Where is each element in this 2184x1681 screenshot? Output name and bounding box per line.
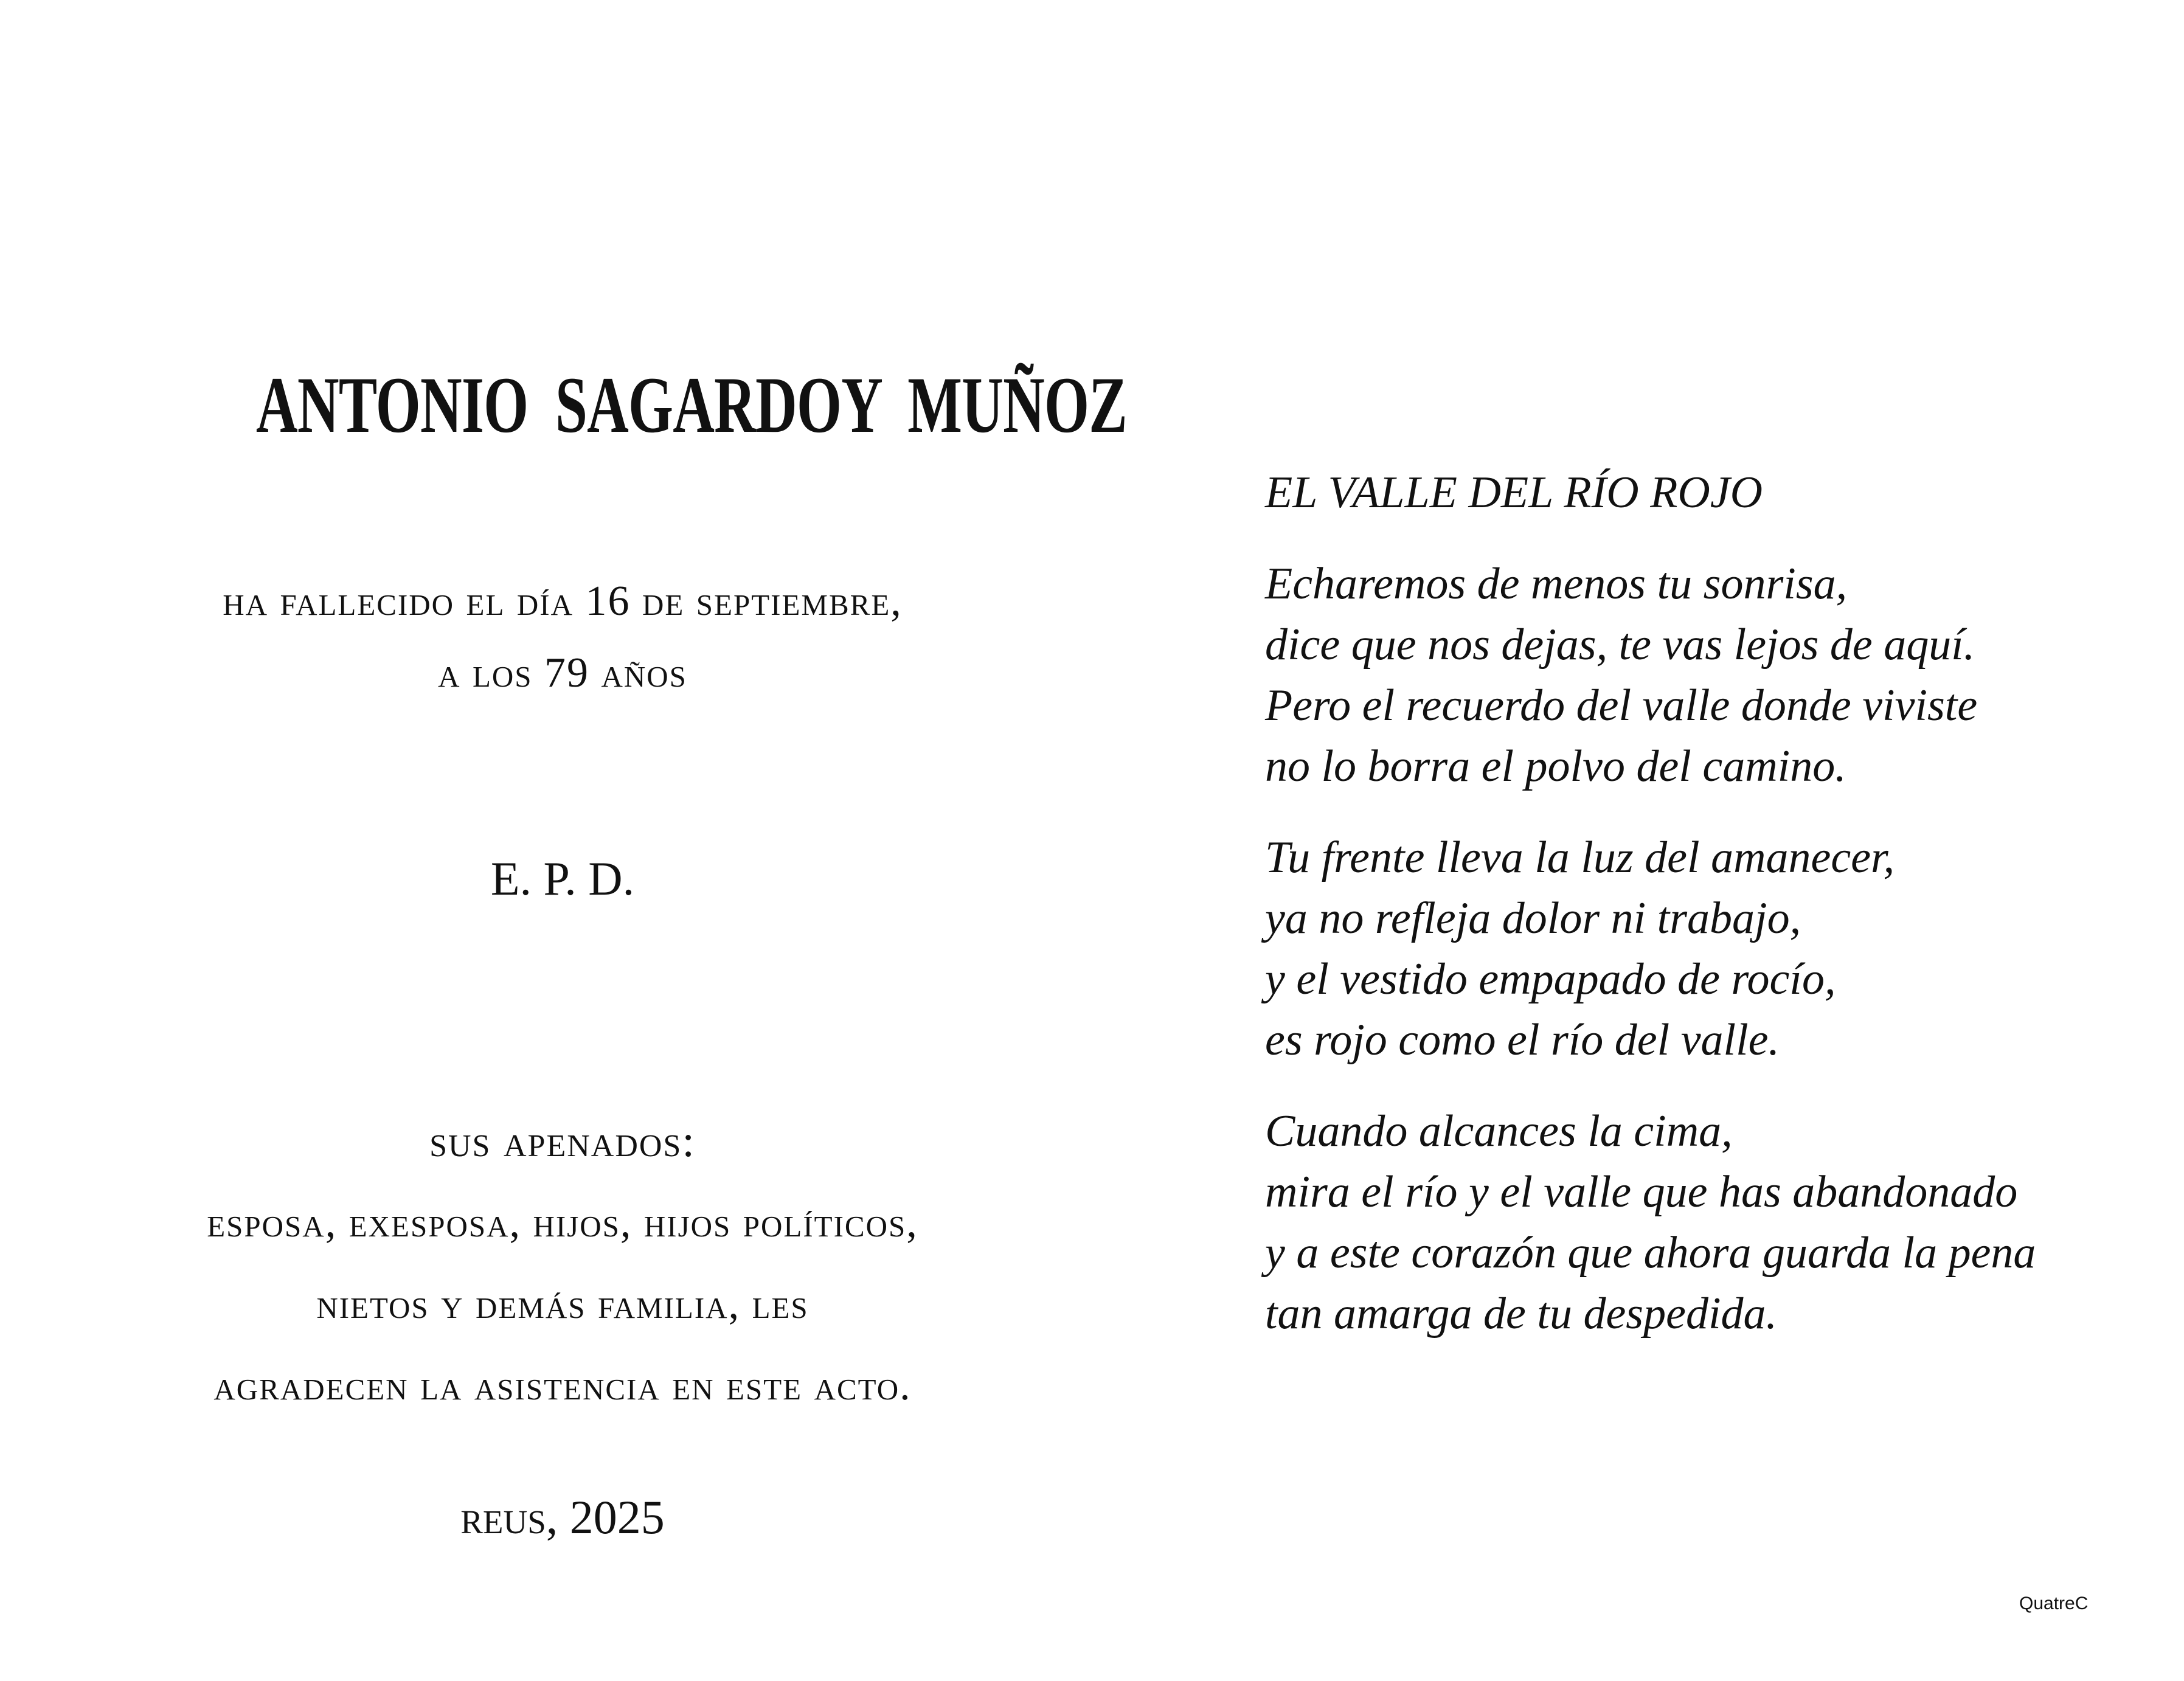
poem-line: Pero el recuerdo del valle donde viviste xyxy=(1265,681,1978,730)
poem-line: Tu frente lleva la luz del amanecer, xyxy=(1265,833,1895,882)
mourners-line: agradecen la asistencia en este acto. xyxy=(213,1362,912,1409)
death-date-line: ha fallecido el día 16 de septiembre, xyxy=(223,578,903,625)
poem-stanza xyxy=(1265,1101,2036,1344)
epd-text: E. P. D. xyxy=(490,852,635,905)
poem-line: dice que nos dejas, te vas lejos de aquí. xyxy=(1265,620,1975,670)
age-line: a los 79 años xyxy=(438,650,687,696)
poem-title: EL VALLE DEL RÍO ROJO xyxy=(1265,468,1763,518)
place-date: reus, 2025 xyxy=(460,1491,665,1544)
mourners-line: esposa, exesposa, hijos, hijos políticos, xyxy=(207,1199,918,1246)
mourners-heading: sus apenados: xyxy=(429,1117,696,1166)
poem-line: es rojo como el río del valle. xyxy=(1265,1015,1780,1065)
poem-line: ya no refleja dolor ni trabajo, xyxy=(1265,893,1801,943)
mourners-line: nietos y demás familia, les xyxy=(316,1281,809,1328)
poem-line: tan amarga de tu despedida. xyxy=(1265,1289,1778,1339)
poem-stanza xyxy=(1265,553,2036,797)
deceased-name: ANTONIO SAGARDOY MUÑOZ xyxy=(255,360,1127,449)
poem xyxy=(1265,462,2036,1374)
mourners-block xyxy=(137,1101,988,1427)
poem-line: no lo borra el polvo del camino. xyxy=(1265,741,1846,791)
poem-stanza xyxy=(1265,827,2036,1070)
poem-line: Echaremos de menos tu sonrisa, xyxy=(1265,559,1848,609)
death-notice xyxy=(137,566,988,709)
brand-label: QuatreC xyxy=(2019,1593,2089,1613)
poem-line: y el vestido empapado de rocío, xyxy=(1265,954,1836,1004)
poem-line: mira el río y el valle que has abandonado xyxy=(1265,1167,2018,1217)
poem-line: y a este corazón que ahora guarda la pena xyxy=(1265,1228,2036,1278)
poem-line: Cuando alcances la cima, xyxy=(1265,1106,1733,1156)
